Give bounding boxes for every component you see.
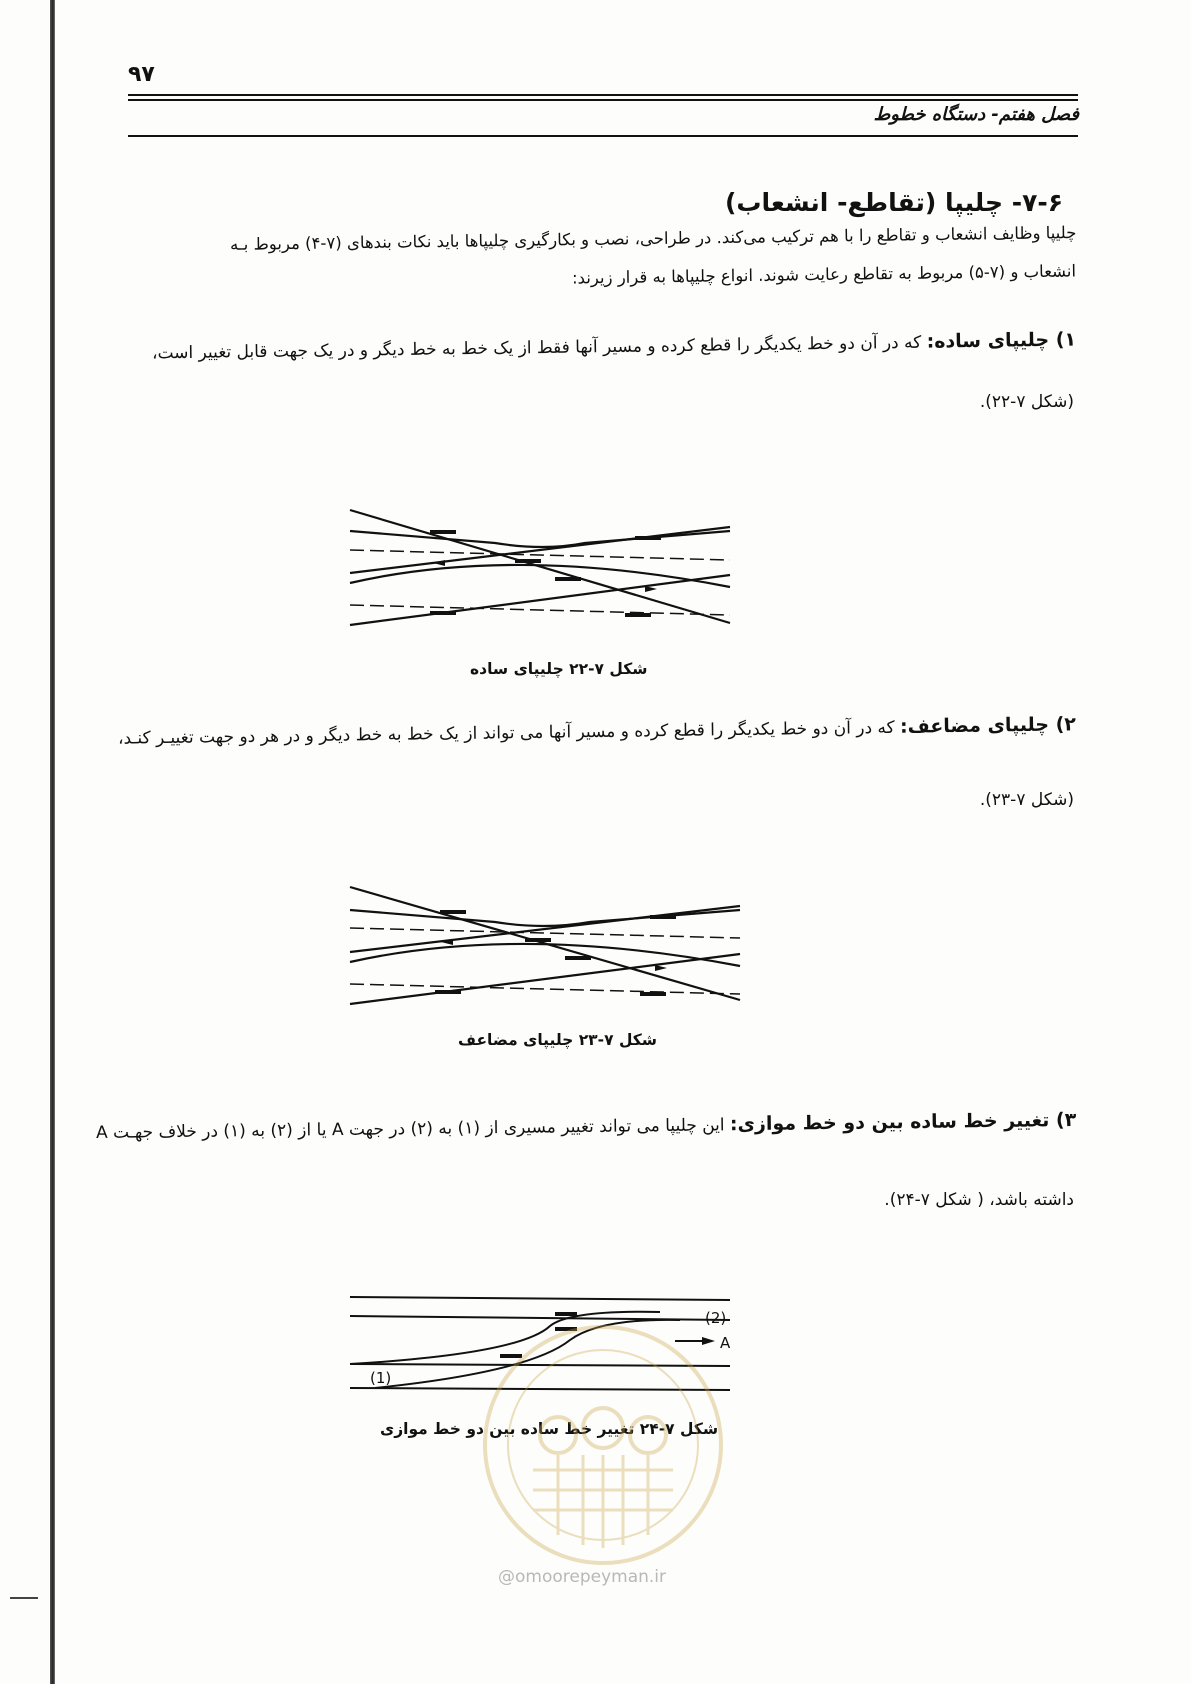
item-figure-ref: (شکل ۷-۲۲). bbox=[979, 392, 1074, 412]
header-rule-top-second bbox=[128, 99, 1078, 101]
item-title: ۳) تغییر خط ساده بین دو خط موازی: bbox=[729, 1109, 1077, 1136]
header-rule-top bbox=[128, 94, 1078, 96]
item-parallel-track-change bbox=[96, 1109, 1077, 1143]
label-track-1: (1) bbox=[370, 1369, 392, 1387]
figure-double-crossover bbox=[345, 882, 745, 1012]
running-header: فصل هفتم- دستگاه خطوط bbox=[873, 104, 1079, 125]
item-figure-ref: داشته باشد، ( شکل ۷-۲۴). bbox=[884, 1190, 1074, 1210]
item-text: که در آن دو خط یکدیگر را قطع کرده و مسیر آنها فقط از یک خط به خط دیگر و در یک جهت قابل تغییر است، bbox=[151, 332, 927, 364]
watermark-url: @omoorepeyman.ir bbox=[498, 1567, 667, 1587]
item-double-crossover bbox=[118, 713, 1076, 748]
binding-edge bbox=[50, 0, 55, 1684]
item-title: ۲) چلیپای مضاعف: bbox=[899, 713, 1077, 738]
watermark-seal-logo bbox=[478, 1320, 728, 1570]
label-direction-a: A bbox=[720, 1334, 731, 1352]
intro-line-2: انشعاب و (۷-۵) مربوط به تقاطع رعایت شوند. انواع چلیپاها به قرار زیرند: bbox=[571, 261, 1077, 288]
item-text: که در آن دو خط یکدیگر را قطع کرده و مسیر آنها می تواند از یک خط به خط دیگر و در هر دو جهت تغییـر کنـد، bbox=[117, 717, 901, 749]
item-figure-ref: (شکل ۷-۲۳). bbox=[979, 790, 1074, 810]
intro-line-1: چلیپا وظایف انشعاب و تقاطع را با هم ترکیب می‌کند. در طراحی، نصب و بکارگیری چلیپاها باید نکات بندهای (۷-۴) مربوط بـه bbox=[229, 223, 1077, 254]
header-rule-bottom bbox=[128, 135, 1078, 137]
figure-23-caption: شکل ۷-۲۳ چلیپای مضاعف bbox=[458, 1031, 658, 1049]
label-track-2: (2) bbox=[705, 1309, 727, 1327]
item-text: این چلیپا می تواند تغییر مسیری از (۱) به (۲) در جهت A یا از (۲) به (۱) در خلاف جهـت A bbox=[95, 1115, 730, 1143]
item-title: ۱) چلیپای ساده: bbox=[926, 328, 1077, 353]
page-number: ۹۷ bbox=[128, 62, 155, 87]
figure-24-caption: شکل ۷-۲۴ تغییر خط ساده بین دو خط موازی bbox=[380, 1420, 719, 1438]
figure-22-caption: شکل ۷-۲۲ چلیپای ساده bbox=[470, 660, 648, 678]
margin-mark bbox=[10, 1597, 38, 1599]
section-title: ۷-۶- چلیپا (تقاطع- انشعاب) bbox=[724, 188, 1063, 217]
item-simple-crossover bbox=[152, 329, 1076, 364]
figure-simple-crossover bbox=[345, 505, 735, 635]
